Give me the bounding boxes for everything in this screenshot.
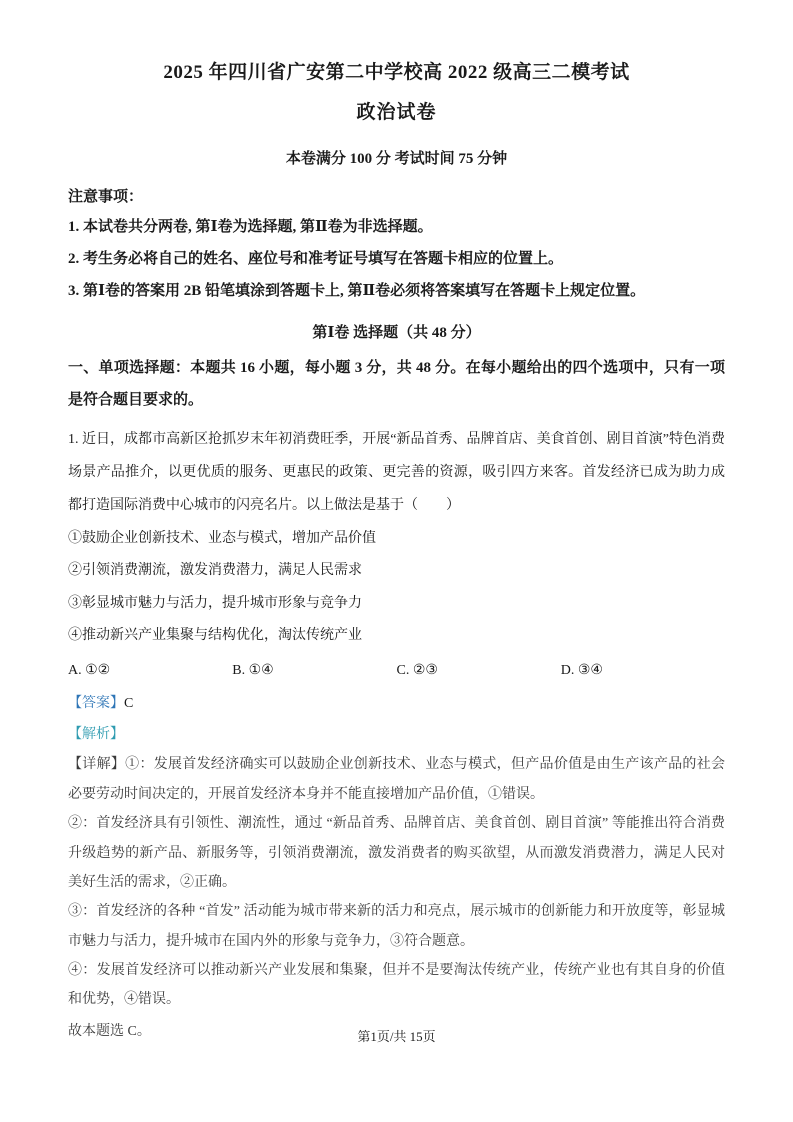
section-instruction: 一、单项选择题：本题共 16 小题，每小题 3 分，共 48 分。在每小题给出的四个选项中，只有一项是符合题目要求的。	[68, 359, 725, 408]
answer-line	[68, 689, 725, 720]
paper-subtitle: 政治试卷	[356, 102, 437, 124]
option-b: B. ①④	[232, 662, 274, 678]
detail-paragraph-3: ③：首发经济的各种 “首发” 活动能为城市带来新的活力和亮点，展示城市的创新能力和开放度等，彰显城市魅力与活力，提升城市在国内外的形象与竞争力，③符合题意。	[68, 904, 725, 949]
detail-paragraph-2: ②：首发经济具有引领性、潮流性，通过 “新品首秀、品牌首店、美食首创、剧目首演” 等能推出符合消费升级趋势的新产品、新服务等，引领消费潮流，激发消费者的购买欲望，从而激发消费潜力，满足人民对美好生活的需求，②正确。	[68, 816, 725, 890]
question-item-3: ③彰显城市魅力与活力，提升城市形象与竞争力	[68, 595, 362, 611]
notice-line-3: 3. 第Ⅰ卷的答案用 2B 铅笔填涂到答题卡上, 第Ⅱ卷必须将答案填写在答题卡上规定位置。	[68, 283, 646, 300]
question-item-1: ①鼓励企业创新技术、业态与模式，增加产品价值	[68, 530, 376, 546]
closing-line: 故本题选 C。	[68, 1023, 151, 1039]
detail-paragraph-1: 【详解】①：发展首发经济确实可以鼓励企业创新技术、业态与模式，但产品价值是由生产该产品的社会必要劳动时间决定的，开展首发经济本身并不能直接增加产品价值，①错误。	[68, 757, 725, 802]
answer-value: C	[124, 695, 134, 711]
page-number: 第1页/共 15页	[357, 1029, 436, 1044]
section-header: 第Ⅰ卷 选择题（共 48 分）	[312, 324, 481, 341]
options-row	[68, 655, 725, 687]
answer-label: 【答案】	[68, 695, 124, 711]
option-d: D. ③④	[560, 662, 603, 678]
analysis-label: 【解析】	[68, 726, 124, 742]
notice-line-1: 1. 本试卷共分两卷, 第Ⅰ卷为选择题, 第Ⅱ卷为非选择题。	[68, 218, 433, 235]
question-item-4: ④推动新兴产业集聚与结构优化，淘汰传统产业	[68, 628, 362, 644]
notice-header: 注意事项：	[68, 188, 144, 205]
option-a: A. ①②	[68, 662, 111, 678]
analysis-line	[68, 720, 725, 751]
option-c: C. ②③	[396, 662, 438, 678]
detail-paragraph-4: ④：发展首发经济可以推动新兴产业发展和集聚，但并不是要淘汰传统产业，传统产业也有其自身的价值和优势，④错误。	[68, 963, 725, 1008]
question-stem: 1. 近日，成都市高新区抢抓岁末年初消费旺季，开展“新品首秀、品牌首店、美食首创、剧目首演”特色消费场景产品推介，以更优质的服务、更惠民的政策、更完善的资源，吸引四方来客。首发经济已成为助力成都打造国际消费中心城市的闪亮名片。以上做法是基于（ ）	[68, 432, 725, 513]
exam-info-line: 本卷满分 100 分 考试时间 75 分钟	[285, 150, 508, 167]
question-item-2: ②引领消费潮流，激发消费潜力，满足人民需求	[68, 563, 362, 579]
page-title: 2025 年四川省广安第二中学校高 2022 级高三二模考试	[163, 62, 630, 83]
notice-line-2: 2. 考生务必将自己的姓名、座位号和准考证号填写在答题卡相应的位置上。	[68, 251, 564, 268]
